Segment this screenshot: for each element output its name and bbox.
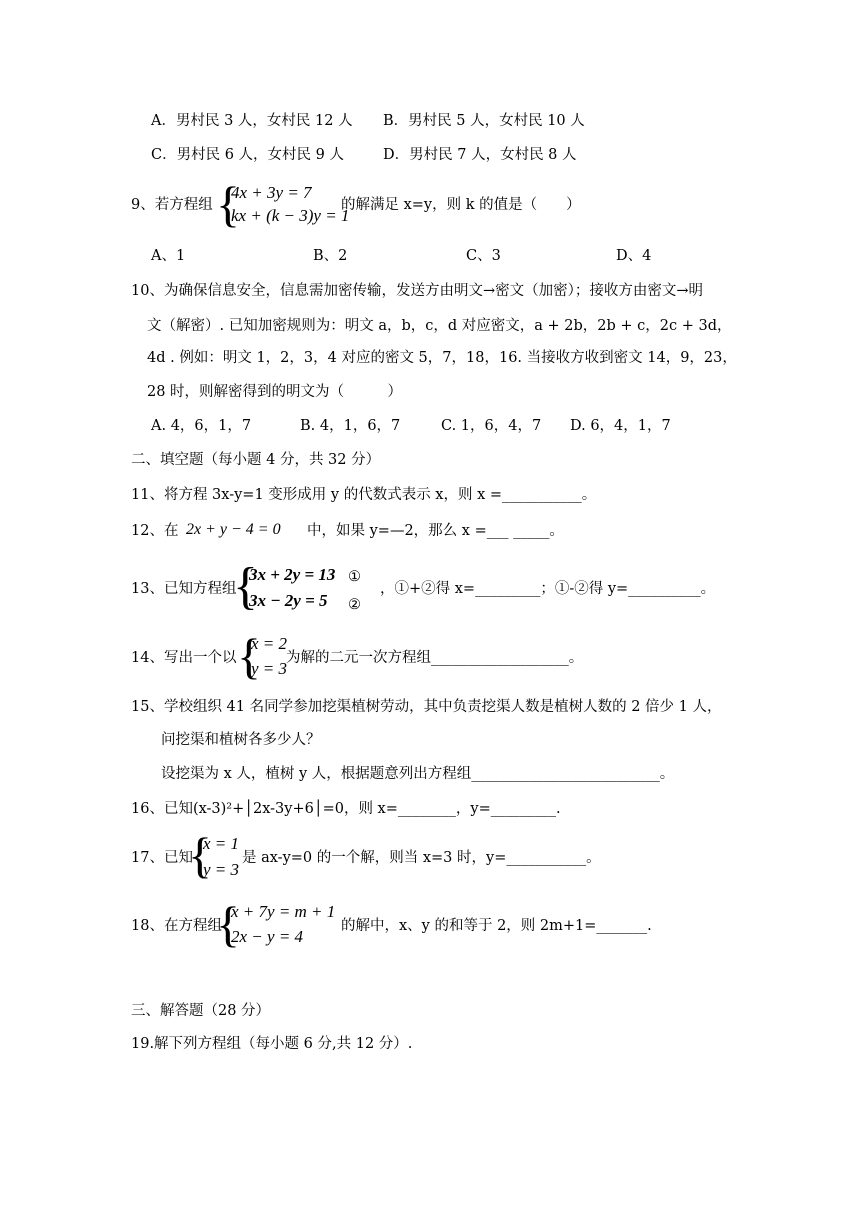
q10-line-1: 10、为确保信息安全，信息需加密传输，发送方由明文→密文（加密）；接收方由密文→明 <box>131 283 703 299</box>
q17-prefix: 17、已知 <box>131 850 193 866</box>
q17-equation-1: x = 1 <box>203 834 240 853</box>
q16-text: 16、已知(x-3)²+│2x-3y+6│=0，则 x=________，y=_________. <box>131 801 561 817</box>
q18-brace: { <box>216 896 240 952</box>
q13-mark-2: ② <box>348 597 361 613</box>
q19-text: 19.解下列方程组（每小题 6 分,共 12 分）. <box>131 1036 413 1052</box>
q9-question-tail: 的解满足 x=y，则 k 的值是（ ） <box>341 197 581 213</box>
q13-suffix: ，①+②得 x=_________；①-②得 y=__________。 <box>380 581 716 597</box>
q14-brace: { <box>237 628 261 684</box>
q8-option-d: D．男村民 7 人，女村民 8 人 <box>383 147 577 163</box>
q14-suffix: 为解的二元一次方程组___________________。 <box>286 650 584 666</box>
q15-line-1: 15、学校组织 41 名同学参加挖渠植树劳动，其中负责挖渠人数是植树人数的 2 倍少 1 人， <box>131 699 722 715</box>
q17-suffix: 是 ax-y=0 的一个解，则当 x=3 时，y=___________。 <box>242 850 601 866</box>
q12-prefix: 12、在 <box>131 523 179 539</box>
q18-equation-1: x + 7y = m + 1 <box>231 902 336 921</box>
q17-brace: { <box>188 827 212 883</box>
q14-prefix: 14、写出一个以 <box>131 650 237 666</box>
q8-option-a: A．男村民 3 人，女村民 12 人 <box>151 113 353 129</box>
q10-line-3: 4d . 例如：明文 1，2，3，4 对应的密文 5，7，18，16. 当接收方收到密文 14，9，23， <box>147 350 737 366</box>
q18-prefix: 18、在方程组 <box>131 918 222 934</box>
q10-option-a: A. 4，6，1，7 <box>151 418 252 434</box>
q9-option-b: B、2 <box>313 248 348 264</box>
q13-prefix: 13、已知方程组 <box>131 581 237 597</box>
q14-equation-2: y = 3 <box>251 659 288 678</box>
q9-number: 9、若方程组 <box>131 197 213 213</box>
q10-option-d: D. 6，4，1，7 <box>570 418 671 434</box>
q9-option-c: C、3 <box>466 248 501 264</box>
section-2-heading: 二、填空题（每小题 4 分，共 32 分） <box>131 452 381 468</box>
q18-suffix: 的解中，x、y 的和等于 2，则 2m+1=_______. <box>341 918 652 934</box>
q11-text: 11、将方程 3x-y=1 变形成用 y 的代数式表示 x，则 x =___________。 <box>131 487 597 503</box>
q13-equation-1: 3x + 2y = 13 <box>249 565 336 584</box>
q13-mark-1: ① <box>348 569 361 585</box>
q9-equation-2: kx + (k − 3)y = 1 <box>231 206 350 225</box>
q10-option-c: C. 1，6，4，7 <box>441 418 542 434</box>
section-3-heading: 三、解答题（28 分） <box>131 1003 271 1019</box>
q15-line-3: 设挖渠为 x 人，植树 y 人，根据题意列出方程组__________________________。 <box>161 766 675 782</box>
q14-equation-1: x = 2 <box>251 634 288 653</box>
q10-line-2: 文（解密）. 已知加密规则为：明文 a，b，c，d 对应密文，a + 2b，2b + c，2c + 3d， <box>147 318 732 334</box>
q12-equation: 2x + y − 4 = 0 <box>186 521 281 538</box>
q17-equation-2: y = 3 <box>203 860 240 879</box>
q10-option-b: B. 4，1，6，7 <box>300 418 401 434</box>
q18-equation-2: 2x − y = 4 <box>231 927 304 946</box>
q15-line-2: 问挖渠和植树各多少人？ <box>161 732 321 748</box>
q10-line-4: 28 时，则解密得到的明文为（ ） <box>147 384 403 400</box>
q13-equation-2: 3x − 2y = 5 <box>249 591 328 610</box>
q8-option-b: B．男村民 5 人，女村民 10 人 <box>383 113 585 129</box>
q12-suffix: 中，如果 y=—2，那么 x =___ _____。 <box>307 523 564 539</box>
q8-option-c: C．男村民 6 人，女村民 9 人 <box>151 147 344 163</box>
q9-brace: { <box>216 176 240 232</box>
q13-brace: { <box>233 558 258 615</box>
q9-equation-1: 4x + 3y = 7 <box>231 183 312 202</box>
q9-option-d: D、4 <box>616 248 652 264</box>
q9-option-a: A、1 <box>151 248 186 264</box>
